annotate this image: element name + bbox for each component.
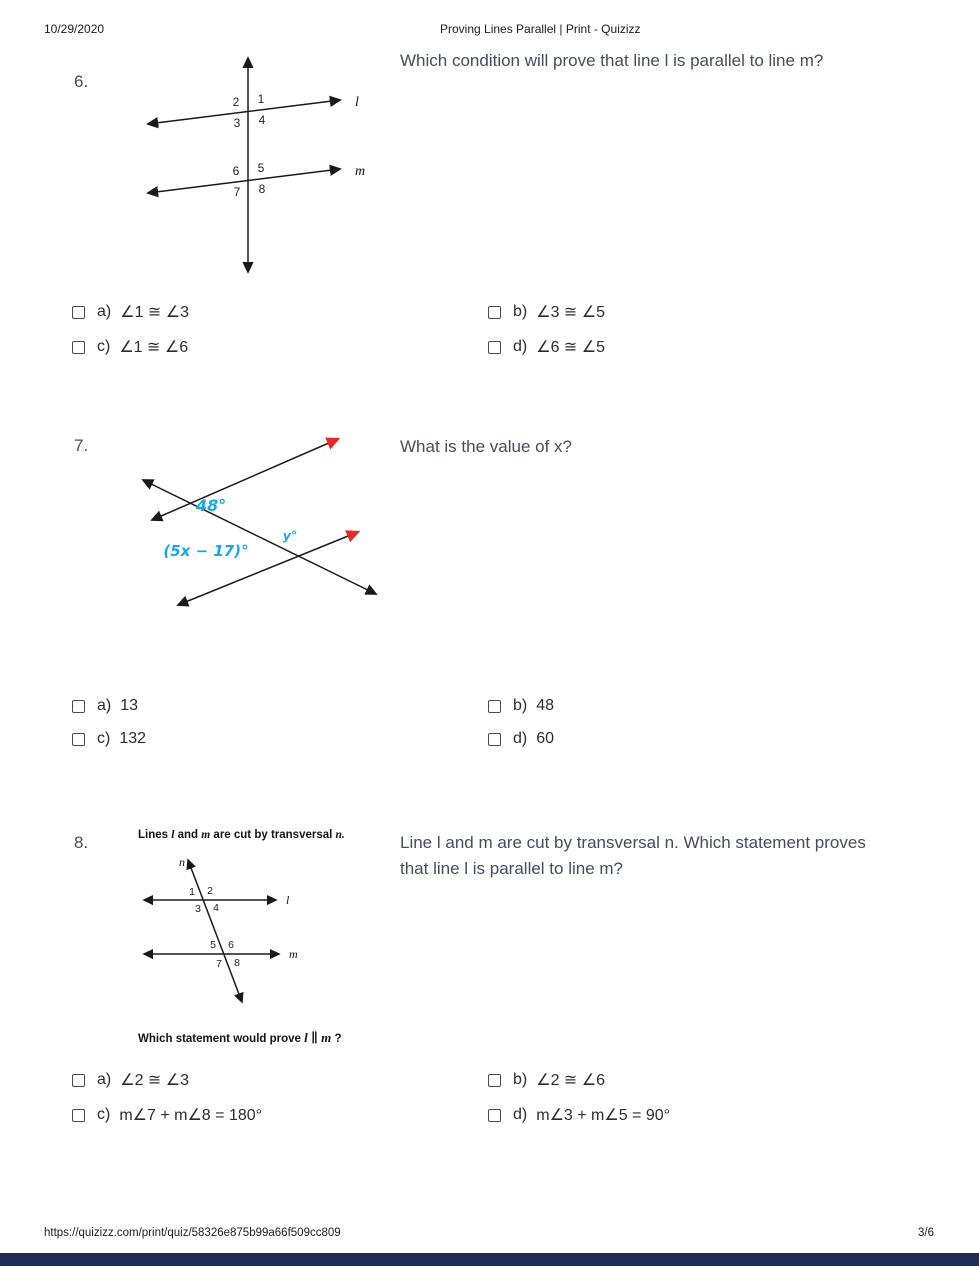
answer-option-d [488,1105,922,1125]
caption-text: Lines [138,829,172,841]
option-letter: a) [97,697,112,714]
option-text: m∠3 + m∠5 = 90° [536,1107,671,1124]
answer-option-b [488,302,922,322]
option-letter: c) [97,338,111,355]
line-m [148,169,340,193]
parallel-ray-1 [152,439,338,520]
header-date: 10/29/2020 [44,22,105,36]
caption-math-parallel: l ∥ m [304,1030,332,1045]
option-letter: b) [513,303,528,320]
line-m-label: m [289,947,298,961]
option-letter: d) [513,338,528,355]
answer-checkbox[interactable] [488,1109,501,1122]
q8-diagram-question [138,1030,341,1046]
angle-6-label: 6 [228,939,234,951]
answer-option-c [72,337,488,357]
angle-6-label: 6 [232,164,240,178]
option-text: ∠2 ≅ ∠6 [536,1072,606,1089]
angle-4-label: 4 [258,113,266,127]
angle-7-label: 7 [233,185,241,199]
answer-checkbox[interactable] [488,733,501,746]
answer-option-c [72,730,488,748]
answer-option-a [72,302,488,322]
answer-option-a [72,697,488,715]
q8-diagram [138,852,303,1012]
footer-page-number: 3/6 [918,1227,934,1239]
answer-checkbox[interactable] [488,700,501,713]
answer-option-a [72,1070,488,1090]
answer-option-b [488,697,922,715]
answer-checkbox[interactable] [72,306,85,319]
angle-3-label: 3 [233,116,241,130]
angle-4-label: 4 [213,902,219,914]
q8-diagram-title [138,829,345,841]
caption-text: and [174,829,202,841]
angle-1-label: 1 [257,92,265,106]
answer-checkbox[interactable] [72,341,85,354]
option-text: ∠3 ≅ ∠5 [536,304,606,321]
answer-checkbox[interactable] [72,700,85,713]
option-text: 13 [120,697,139,714]
angle-7-label: 7 [216,958,222,970]
option-text: 48 [536,697,555,714]
question-8-text: Line l and m are cut by transversal n. Which statement proves that line l is parallel to line m? [400,833,866,879]
question-6-text: Which condition will prove that line l is parallel to line m? [400,51,824,70]
answer-checkbox[interactable] [488,341,501,354]
angle-2-label: 2 [207,885,213,897]
option-letter: c) [97,730,111,747]
transversal-line [143,480,376,594]
caption-text: Which statement would prove [138,1033,305,1045]
option-text: m∠7 + m∠8 = 180° [119,1107,263,1124]
caption-math-n: n. [335,829,345,841]
answer-option-b [488,1070,922,1090]
answer-checkbox[interactable] [72,1109,85,1122]
angle-48-label: 48° [196,496,227,515]
option-text: ∠6 ≅ ∠5 [536,339,606,356]
answer-option-d [488,730,922,748]
option-letter: a) [97,303,112,320]
caption-text: are cut by transversal [210,829,336,841]
header-title: Proving Lines Parallel | Print - Quizizz [440,22,641,36]
question-6-options [72,302,922,357]
question-8-number: 8. [74,833,89,852]
caption-math-m: m [201,829,211,841]
line-l-label: l [286,893,290,907]
angle-2-label: 2 [232,95,240,109]
caption-text: ? [331,1033,342,1045]
option-text: 132 [119,730,147,747]
angle-8-label: 8 [234,957,240,969]
angle-5-label: 5 [210,939,216,951]
option-letter: a) [97,1071,112,1088]
transversal-n-line [188,860,242,1002]
angle-1-label: 1 [189,886,195,898]
angle-5-label: 5 [257,161,265,175]
option-letter: d) [513,730,528,747]
answer-checkbox[interactable] [488,306,501,319]
q6-diagram [136,46,371,281]
option-text: ∠1 ≅ ∠3 [120,304,190,321]
option-text: 60 [536,730,555,747]
question-7-number: 7. [74,436,89,455]
answer-checkbox[interactable] [72,1074,85,1087]
option-text: ∠2 ≅ ∠3 [120,1072,190,1089]
answer-option-c [72,1105,488,1125]
q7-diagram [140,428,385,613]
angle-y-label: y° [282,528,298,543]
angle-8-label: 8 [258,182,266,196]
line-l-label: l [355,95,359,110]
answer-option-d [488,337,922,357]
caption-math-l: l [171,829,175,841]
option-letter: b) [513,1071,528,1088]
option-letter: c) [97,1106,111,1123]
question-7-options [72,697,922,748]
question-6-number: 6. [74,72,89,91]
question-7-text: What is the value of x? [400,437,572,456]
answer-checkbox[interactable] [488,1074,501,1087]
option-letter: d) [513,1106,528,1123]
line-m-label: m [355,164,366,179]
angle-expression-label: (5x − 17)° [163,542,249,560]
bottom-bar [0,1253,979,1266]
line-l [148,100,340,124]
footer-url: https://quizizz.com/print/quiz/58326e875b99a66f509cc809 [44,1227,341,1239]
answer-checkbox[interactable] [72,733,85,746]
line-n-label: n [179,855,185,869]
option-text: ∠1 ≅ ∠6 [119,339,189,356]
angle-3-label: 3 [195,903,201,915]
question-8-options [72,1070,922,1125]
option-letter: b) [513,697,528,714]
